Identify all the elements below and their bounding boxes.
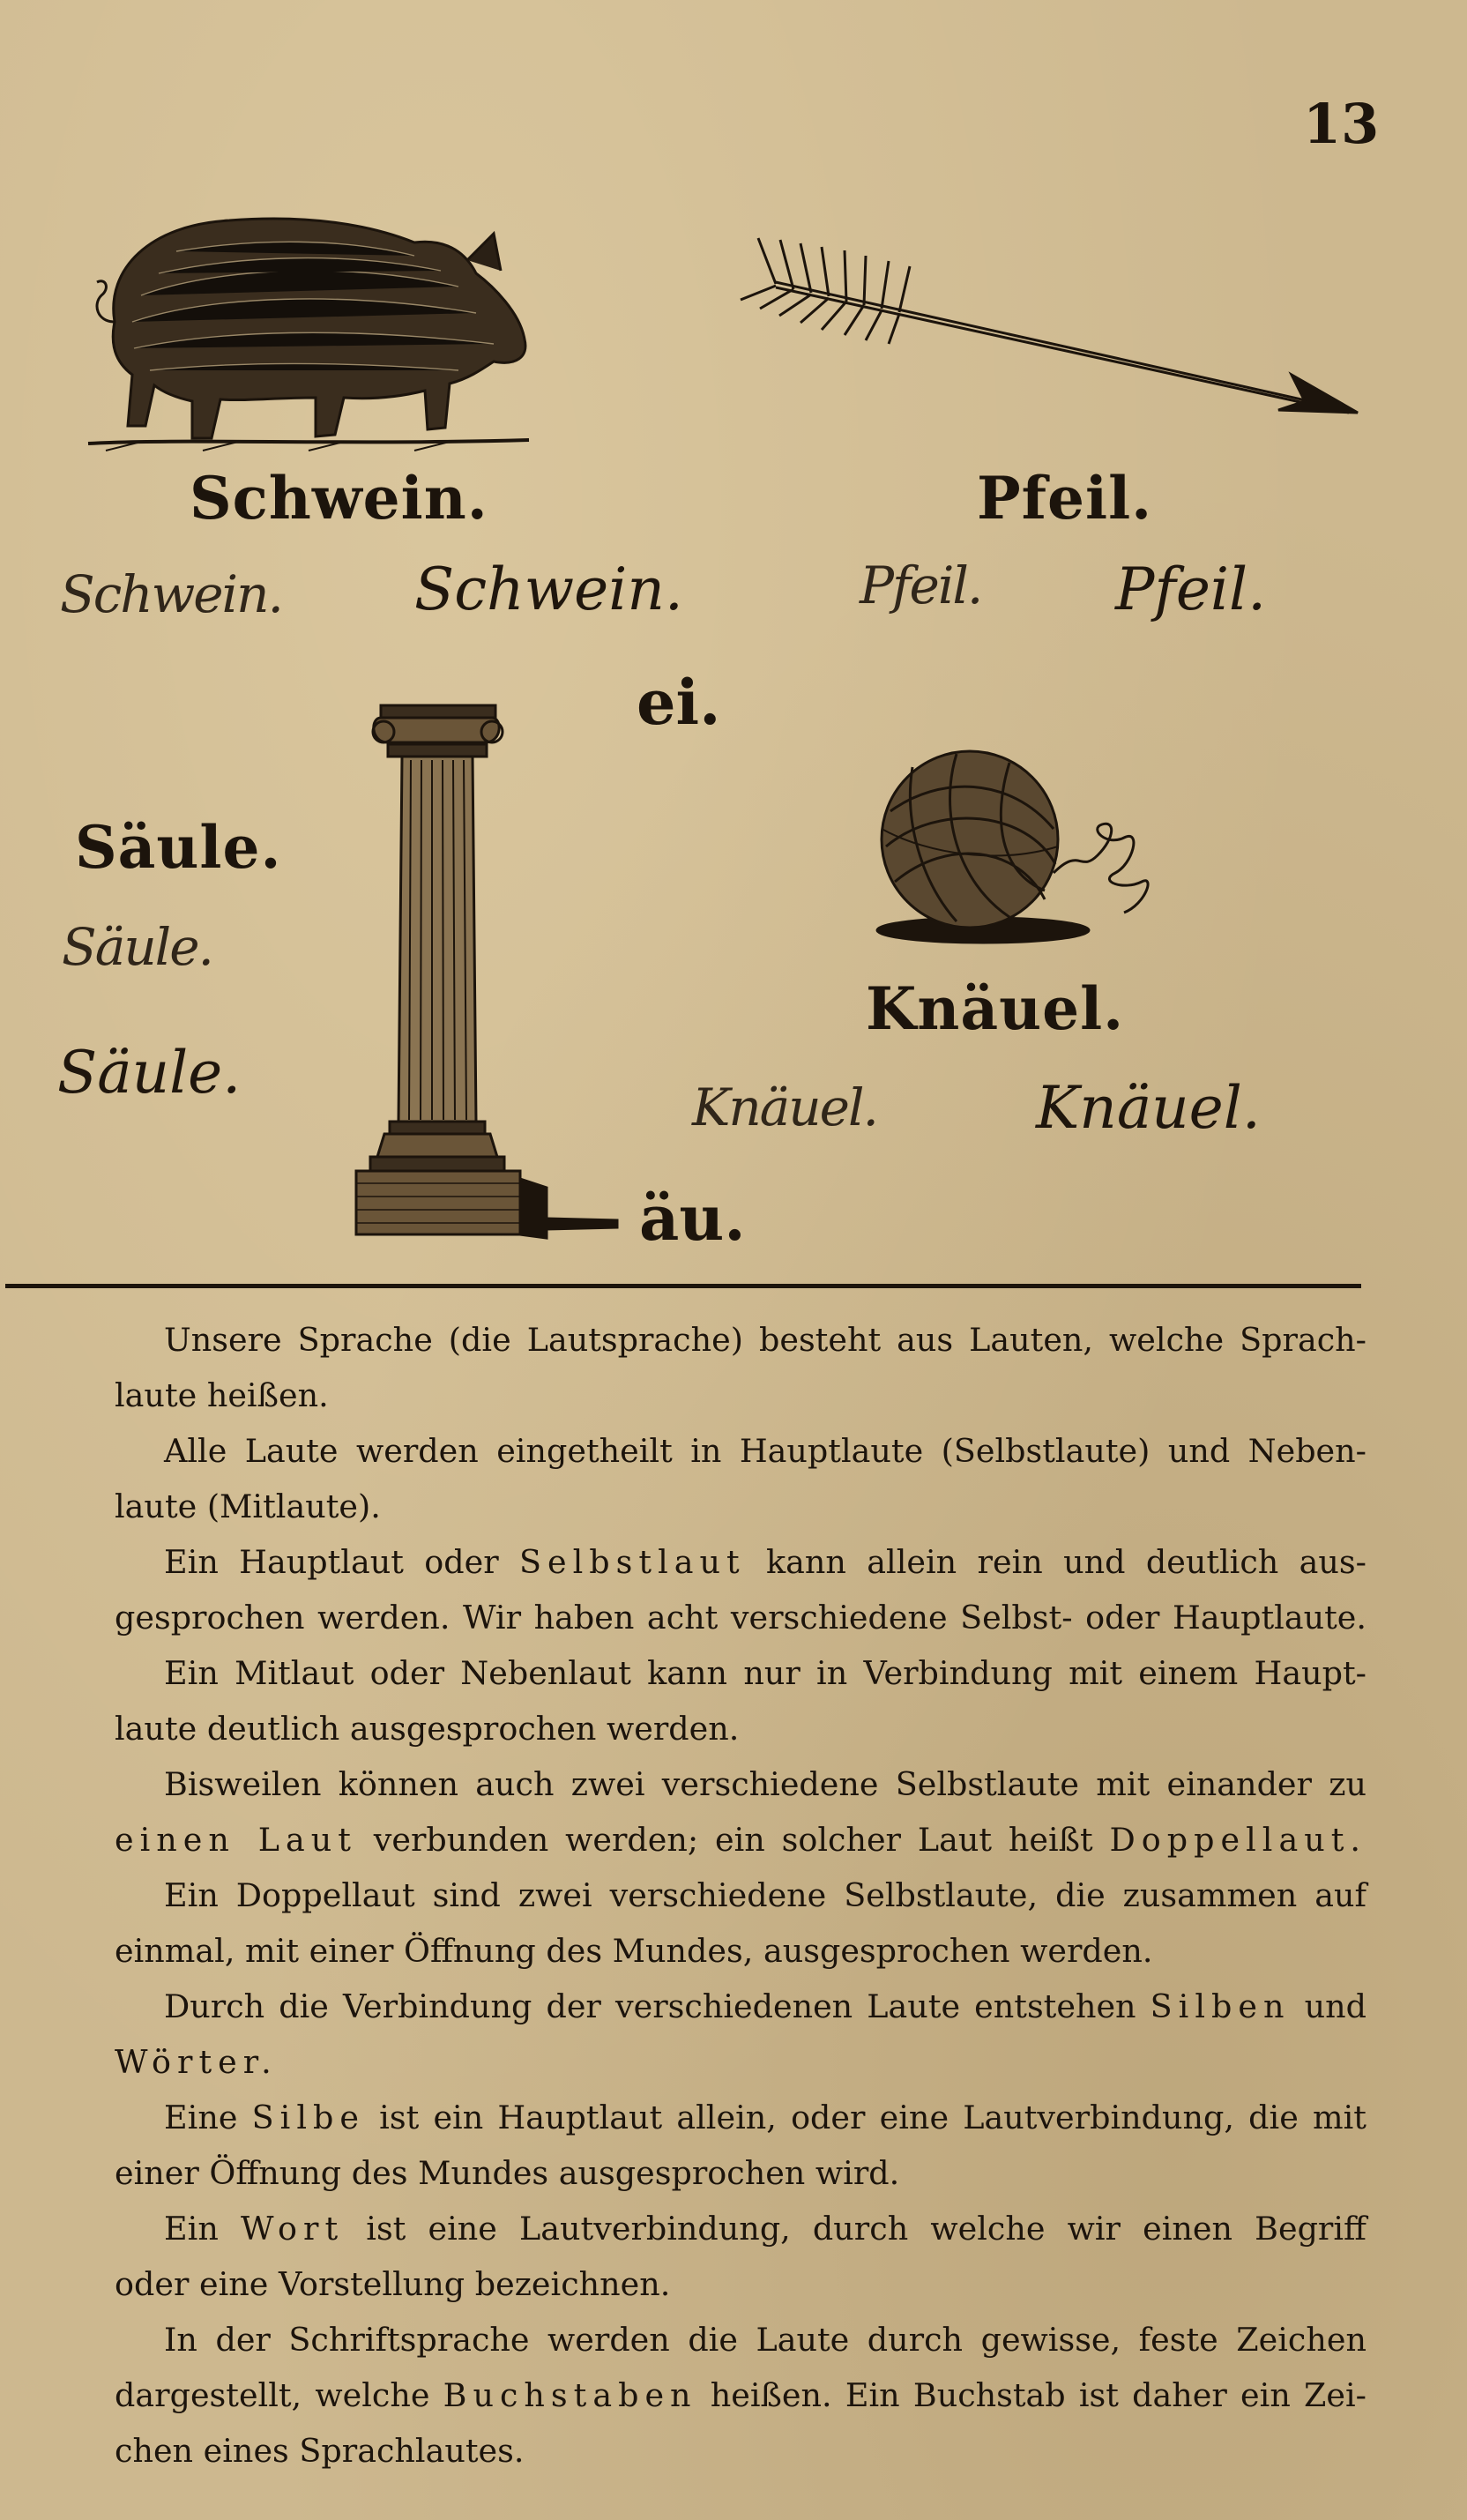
vowel-aeu: äu. — [639, 1182, 746, 1255]
emphasis-term: Selbstlaut — [519, 1543, 746, 1581]
text-line: chen eines Sprachlautes. — [115, 2432, 525, 2470]
text-line — [115, 2034, 1366, 2090]
text-segment: Eine — [164, 2099, 238, 2136]
text-line: gesprochen werden. Wir haben acht verschiedene Selbst- oder Hauptlaute. — [115, 1599, 1366, 1637]
vowel-ei: ei. — [637, 666, 721, 739]
label-saeule: Säule. — [75, 813, 282, 882]
text-line: einmal, mit einer Öffnung des Mundes, ausgesprochen werden. — [115, 1932, 1153, 1970]
text-line: Ein Doppellaut sind zwei verschiedene Selbstlaute, die zusammen auf — [164, 1876, 1366, 1914]
script-schwein-a: Schwein. — [60, 564, 282, 624]
page-number: 13 — [1303, 92, 1380, 156]
script-knaeuel-b: Knäuel. — [1036, 1074, 1261, 1142]
arrow-icon — [741, 220, 1375, 432]
label-pfeil: Pfeil. — [977, 464, 1153, 533]
script-knaeuel-a: Knäuel. — [692, 1077, 877, 1137]
text-line — [164, 2201, 1366, 2256]
text-line: In der Schriftsprache werden die Laute durch gewisse, feste Zeichen — [164, 2321, 1366, 2359]
pig-icon — [79, 190, 538, 454]
text-line: laute heißen. — [115, 1376, 329, 1414]
text-line — [115, 1812, 1366, 1868]
emphasis-term: Doppellaut. — [1109, 1821, 1366, 1859]
emphasis-term: Buchstaben — [443, 2376, 697, 2414]
text-segment: dargestellt, welche — [115, 2376, 430, 2414]
column-icon — [335, 698, 626, 1245]
text-segment: Ein Hauptlaut oder — [164, 1543, 499, 1581]
script-schwein-b: Schwein. — [414, 555, 683, 623]
text-segment: ist eine Lautverbindung, durch welche wir einen Begriff — [366, 2210, 1366, 2248]
text-line — [115, 2367, 1366, 2423]
text-line: Alle Laute werden eingetheilt in Hauptlaute (Selbstlaute) und Neben- — [164, 1432, 1366, 1470]
text-line: oder eine Vorstellung bezeichnen. — [115, 2265, 671, 2303]
yarn-ball-icon — [807, 741, 1177, 952]
emphasis-term: Wort — [240, 2210, 345, 2248]
script-pfeil-b: Pfeil. — [1115, 555, 1267, 623]
text-line: Ein Mitlaut oder Nebenlaut kann nur in Verbindung mit einem Haupt- — [164, 1654, 1366, 1692]
emphasis-term: Silben — [1150, 1987, 1291, 2025]
separator-rule — [5, 1284, 1361, 1288]
script-saeule-a: Säule. — [62, 917, 212, 977]
text-segment: heißen. Ein Buchstab ist daher ein Zei- — [710, 2376, 1366, 2414]
text-segment: ist ein Hauptlaut allein, oder eine Lautverbindung, die mit — [379, 2099, 1366, 2136]
text-line: Bisweilen können auch zwei verschiedene Selbstlaute mit einander zu — [164, 1765, 1366, 1803]
label-schwein: Schwein. — [190, 464, 488, 533]
script-saeule-b: Säule. — [57, 1039, 242, 1107]
text-segment: und — [1304, 1987, 1366, 2025]
text-segment: kann allein rein und deutlich aus- — [766, 1543, 1366, 1581]
text-line: einer Öffnung des Mundes ausgesprochen wird. — [115, 2154, 900, 2192]
text-line — [164, 1979, 1366, 2034]
text-line: laute (Mitlaute). — [115, 1487, 381, 1525]
text-line: laute deutlich ausgesprochen werden. — [115, 1710, 740, 1748]
text-segment: verbunden werden; ein solcher Laut heißt — [373, 1821, 1093, 1859]
text-line: Unsere Sprache (die Lautsprache) besteht aus Lauten, welche Sprach- — [164, 1321, 1366, 1359]
text-line — [164, 1534, 1366, 1590]
text-segment: Durch die Verbindung der verschiedenen Laute entstehen — [164, 1987, 1136, 2025]
script-pfeil-a: Pfeil. — [860, 555, 982, 615]
emphasis-term: einen Laut — [115, 1821, 357, 1859]
emphasis-term: Silbe — [251, 2099, 365, 2136]
text-segment: Ein — [164, 2210, 219, 2248]
label-knaeuel: Knäuel. — [866, 974, 1125, 1043]
emphasis-term: Wörter. — [115, 2043, 278, 2081]
text-line — [164, 2090, 1366, 2145]
